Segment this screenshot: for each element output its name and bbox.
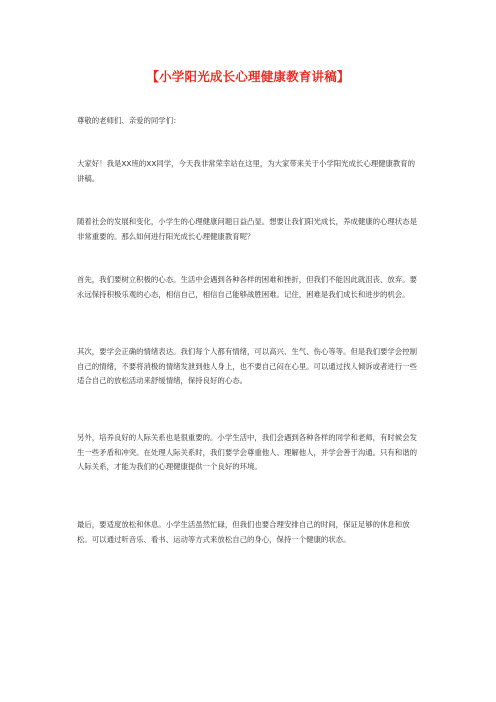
- second-point-paragraph: 其次，要学会正确的情绪表达。我们每个人都有情绪，可以高兴、生气、伤心等等。但是我们要学会控制自己的情绪，不要将消极的情绪发泄到他人身上，也不要自己闷在心里。可以通过找人倾诉或者进行一些适合自己的放松活动来舒缓情绪，保持良好的心态。: [77, 347, 417, 385]
- third-point-paragraph: 另外，培养良好的人际关系也是很重要的。小学生活中，我们会遇到各种各样的同学和老师，有时候会发生一些矛盾和冲突。在处理人际关系时，我们要学会尊重他人、理解他人，并学会善于沟通。只有和谐的人际关系，才能为我们的心理健康提供一个良好的环境。: [77, 433, 417, 471]
- fourth-point-paragraph: 最后，要适度放松和休息。小学生活虽然忙碌，但我们也要合理安排自己的时间，保证足够的休息和放松。可以通过听音乐、看书、运动等方式来放松自己的身心，保持一个健康的状态。: [77, 520, 410, 544]
- background-paragraph: 随着社会的发展和变化，小学生的心理健康问题日益凸显。想要让我们阳光成长，养成健康的心理状态是非常重要的。那么如何进行阳光成长心理健康教育呢？: [77, 217, 417, 241]
- document-title: 【小学阳光成长心理健康教育讲稿】: [146, 69, 350, 84]
- greeting-paragraph: 尊敬的老师们、亲爱的同学们：: [77, 116, 181, 125]
- intro-paragraph: 大家好！我是XX班的XX同学，今天我非常荣幸站在这里，为大家带来关于小学阳光成长心理健康教育的讲稿。: [77, 159, 416, 183]
- first-point-paragraph: 首先，我们要树立积极的心态。生活中会遇到各种各样的困难和挫折，但我们不能因此就沮丧、放弃。要永远保持积极乐观的心态，相信自己，相信自己能够战胜困难。记住，困难是我们成长和进步的机会。: [77, 275, 417, 299]
